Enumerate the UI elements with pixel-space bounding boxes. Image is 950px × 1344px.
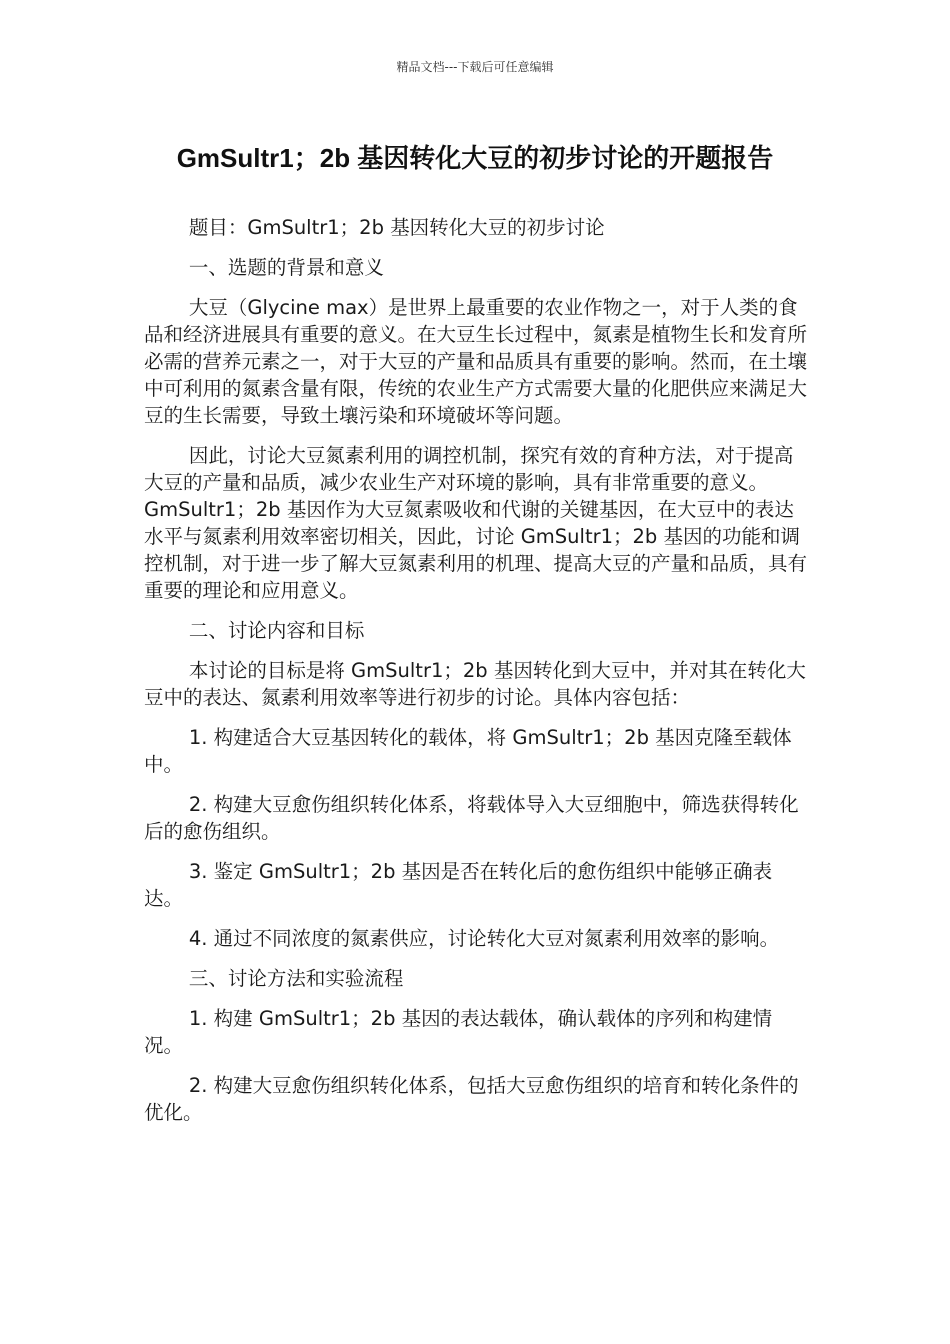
paragraph-background: 大豆（Glycine max）是世界上最重要的农业作物之一，对于人类的食品和经济进展具有重要的意义。在大豆生长过程中，氮素是植物生长和发育所必需的营养元素之一，对于大豆的产量和品质具有重要的影响。然而，在土壤中可利用的氮素含量有限，传统的农业生产方式需要大量的化肥供应来满足大豆的生长需要，导致土壤污染和环境破坏等问题。	[144, 296, 808, 427]
section-heading-background: 一、选题的背景和意义	[188, 256, 384, 279]
list-item-method-2: 2. 构建大豆愈伤组织转化体系，包括大豆愈伤组织的培育和转化条件的优化。	[144, 1074, 799, 1124]
list-item-content-1: 1. 构建适合大豆基因转化的载体，将 GmSultr1；2b 基因克隆至载体中。	[144, 726, 792, 776]
header-note: 精品文档---下载后可任意编辑	[396, 60, 554, 74]
list-item-content-3: 3. 鉴定 GmSultr1；2b 基因是否在转化后的愈伤组织中能够正确表达。	[144, 860, 773, 910]
list-item-content-2: 2. 构建大豆愈伤组织转化体系，将载体导入大豆细胞中，筛选获得转化后的愈伤组织。	[144, 793, 799, 843]
section-heading-content: 二、讨论内容和目标	[188, 619, 365, 642]
topic-line: 题目：GmSultr1；2b 基因转化大豆的初步讨论	[188, 216, 605, 239]
document-title: GmSultr1；2b 基因转化大豆的初步讨论的开题报告	[176, 143, 774, 173]
paragraph-goal: 本讨论的目标是将 GmSultr1；2b 基因转化到大豆中，并对其在转化大豆中的表达、氮素利用效率等进行初步的讨论。具体内容包括：	[144, 659, 806, 709]
section-heading-methods: 三、讨论方法和实验流程	[188, 967, 404, 990]
document-body	[144, 214, 810, 1139]
list-item-content-4: 4. 通过不同浓度的氮素供应，讨论转化大豆对氮素利用效率的影响。	[188, 927, 780, 950]
paragraph-significance: 因此，讨论大豆氮素利用的调控机制，探究有效的育种方法，对于提高大豆的产量和品质，减少农业生产对环境的影响，具有非常重要的意义。GmSultr1；2b 基因作为大豆氮素吸收和代谢的关键基因，在大豆中的表达水平与氮素利用效率密切相关，因此，讨论 GmSultr1；2b 基因的功能和调控机制，对于进一步了解大豆氮素利用的机理、提高大豆的产量和品质，具有重要的理论和应用意义。	[144, 444, 808, 602]
list-item-method-1: 1. 构建 GmSultr1；2b 基因的表达载体，确认载体的序列和构建情况。	[144, 1007, 773, 1057]
